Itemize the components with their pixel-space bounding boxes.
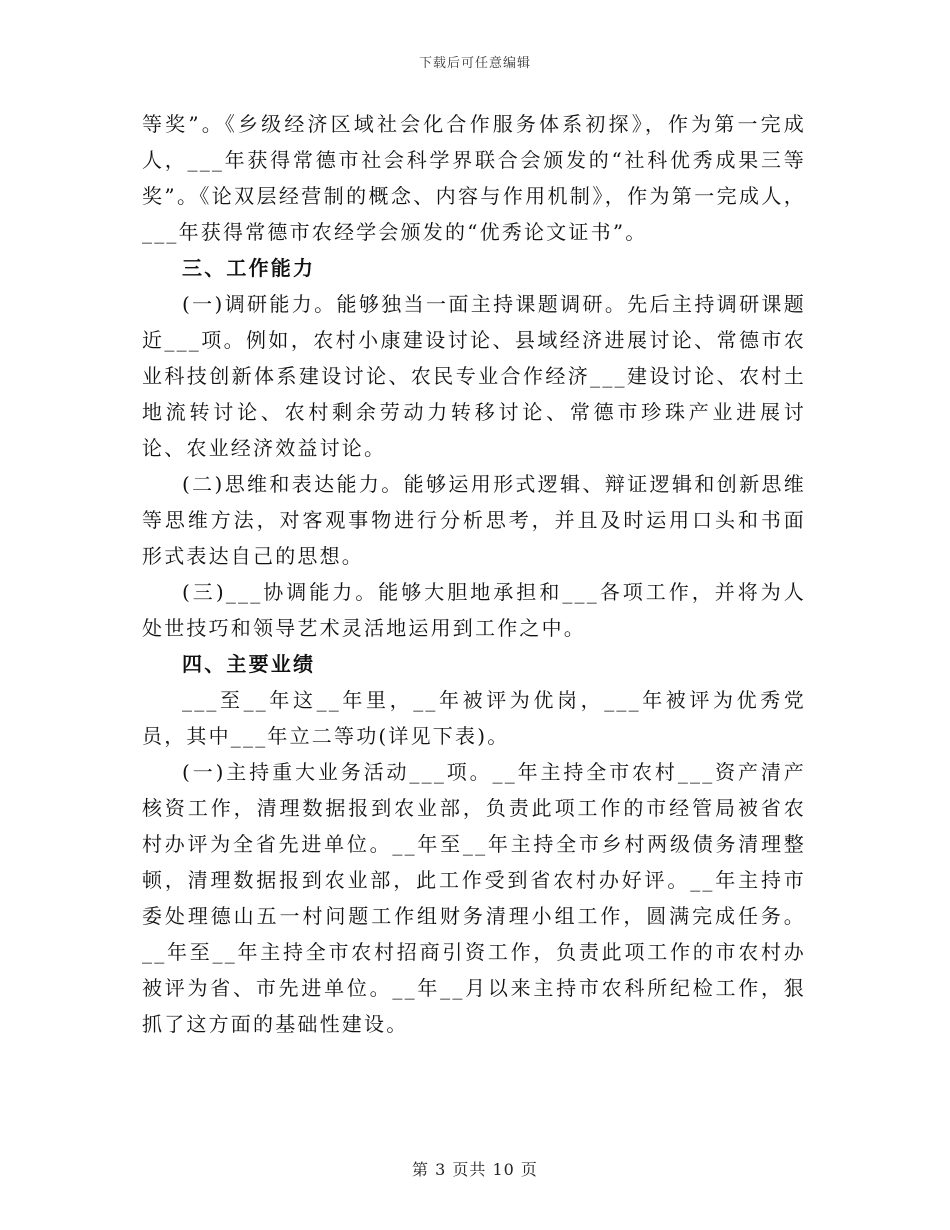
paragraph-coordination-ability: (三)___协调能力。能够大胆地承担和___各项工作，并将为人处世技巧和领导艺术灵活地运用到工作之中。 bbox=[142, 580, 806, 640]
paragraph-achievements-summary: ___至__年这__年里，__年被评为优岗，___年被评为优秀党员，其中___年立二等功(详见下表)。 bbox=[142, 688, 806, 748]
paragraph-major-activities: (一)主持重大业务活动___项。__年主持全市农村___资产清产核资工作，清理数据报到农业部，负责此项工作的市经管局被省农村办评为全省先进单位。__年至__年主持全市乡村两级债务清理整顿，清理数据报到农业部，此工作受到省农村办好评。__年主持市委处理德山五一村问题工作组财务清理小组工作，圆满完成任务。__年至__年主持全市农村招商引资工作，负责此项工作的市农村办被评为省、市先进单位。__年__月以来主持市农科所纪检工作，狠抓了这方面的基础性建设。 bbox=[142, 760, 806, 1036]
section-title-work-ability: 三、工作能力 bbox=[182, 256, 316, 280]
paragraph-research-ability: (一)调研能力。能够独当一面主持课题调研。先后主持调研课题近___项。例如，农村小康建设讨论、县域经济进展讨论、常德市农业科技创新体系建设讨论、农民专业合作经济___建设讨论、农村土地流转讨论、农村剩余劳动力转移讨论、常德市珍珠产业进展讨论、农业经济效益讨论。 bbox=[142, 292, 806, 460]
section-title-achievements: 四、主要业绩 bbox=[182, 652, 316, 676]
paragraph-awards: 等奖”。《乡级经济区域社会化合作服务体系初探》，作为第一完成人，___年获得常德市社会科学界联合会颁发的“社科优秀成果三等奖”。《论双层经营制的概念、内容与作用机制》，作为第一完成人，___年获得常德市农经学会颁发的“优秀论文证书”。 bbox=[142, 112, 806, 244]
page-footer: 第 3 页共 10 页 bbox=[412, 1160, 538, 1179]
page-header: 下载后可任意编辑 bbox=[418, 56, 531, 71]
document-body bbox=[142, 106, 806, 1042]
paragraph-thinking-ability: (二)思维和表达能力。能够运用形式逻辑、辩证逻辑和创新思维等思维方法，对客观事物进行分析思考，并且及时运用口头和书面形式表达自己的思想。 bbox=[142, 472, 806, 568]
